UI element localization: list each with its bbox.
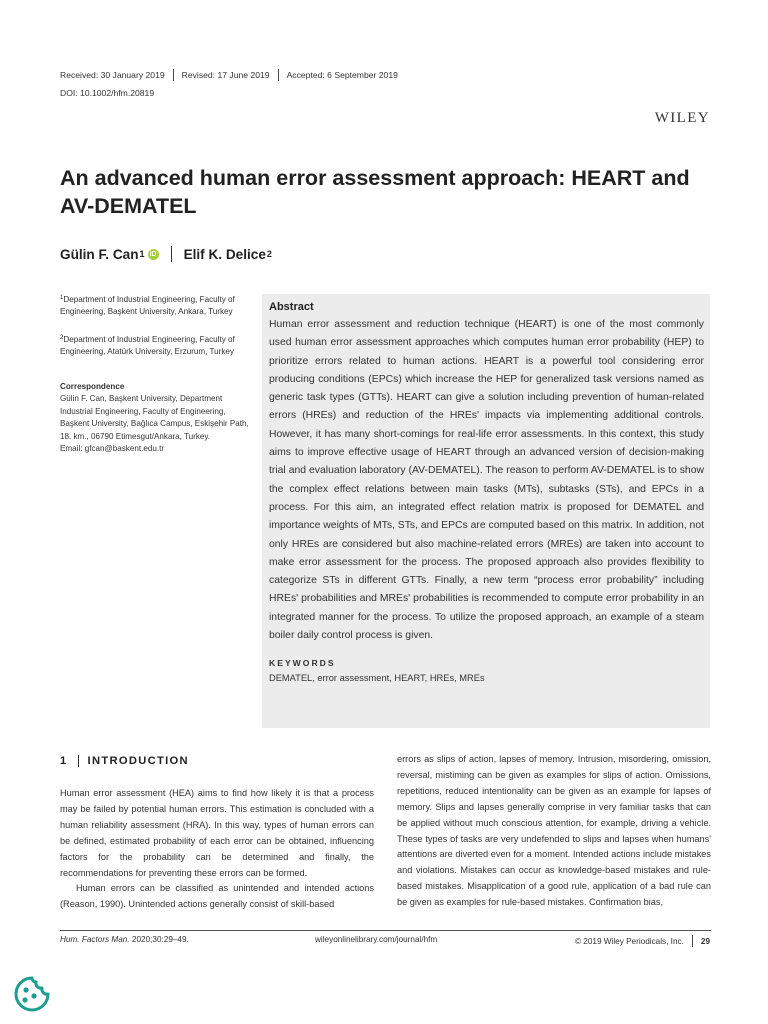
body-column-right	[397, 752, 711, 911]
author-name[interactable]: Gülin F. Can	[60, 246, 139, 262]
affiliation	[60, 292, 255, 319]
journal-volume: 2020;30:29–49.	[131, 935, 189, 944]
affiliation-text: Department of Industrial Engineering, Faculty of Engineering, Başkent University, Ankara, Turkey	[60, 295, 235, 317]
keywords-heading: KEYWORDS	[269, 658, 336, 669]
divider	[173, 69, 174, 81]
footer-rule	[60, 930, 711, 931]
cookie-icon	[12, 974, 52, 1014]
journal-url[interactable]: wileyonlinelibrary.com/journal/hfm	[315, 935, 438, 944]
paragraph: Human errors can be classified as unintended and intended actions (Reason, 1990). Unintended actions generally consist of skill-based	[60, 883, 374, 910]
body-column-left	[60, 786, 374, 913]
article-title: An advanced human error assessment approach: HEART and AV-DEMATEL	[60, 166, 690, 218]
cookie-settings-button[interactable]	[12, 974, 52, 1014]
paragraph: errors as slips of action, lapses of memory. Intrusion, misordering, omission, reversal, mistiming can be given as examples for slips of action. Omissions, repetitions, reduced intentionality can be given as an example for lapses of memory. Slips and lapses generally comprise in very familiar tasks that can be applied without much conscious attention, for example, driving a vehicle. These types of tasks are very undefended to slips and lapses when humans' attentions are diverted even for a moment. Intended actions include mistakes and violations. Mistakes can occur as knowledge-based mistakes and rule-based mistakes. Misapplication of a good rule, application of a bad rule can be given as examples for rule-based mistakes. Confirmation bias,	[397, 754, 711, 908]
affiliation	[60, 332, 255, 359]
section-title: INTRODUCTION	[87, 755, 189, 767]
doi: DOI: 10.1002/hfm.20819	[60, 88, 155, 98]
accepted-date: Accepted: 6 September 2019	[286, 70, 398, 80]
copyright: © 2019 Wiley Periodicals, Inc.	[575, 936, 684, 946]
keywords-list: DEMATEL, error assessment, HEART, HREs, MREs	[269, 673, 485, 684]
received-date: Received: 30 January 2019	[60, 70, 165, 80]
paragraph: Human error assessment (HEA) aims to find how likely it is that a process may be failed by potential human errors. This estimation is concluded with a human reliability assessment (HRA). In this way, types of human errors can be defined, estimated probability of each error can be obtained, influencing factors for the probability can be determined and finally, the recommendations for preventing these errors can be formed.	[60, 788, 374, 878]
divider	[171, 246, 172, 262]
affiliation-number: 1	[60, 295, 64, 301]
page-number: 29	[700, 936, 710, 946]
section-number: 1	[60, 755, 68, 767]
footer-citation	[60, 935, 189, 944]
divider	[692, 935, 693, 947]
orcid-icon[interactable]: iD	[149, 250, 157, 258]
article-dates	[60, 69, 398, 81]
section-heading	[60, 755, 189, 767]
author-list	[60, 246, 272, 262]
author-name[interactable]: Elif K. Delice	[183, 246, 266, 262]
divider	[78, 755, 79, 767]
divider	[278, 69, 279, 81]
affiliation-number: 2	[60, 335, 64, 341]
correspondence-address: Gülin F. Can, Başkent University, Department Industrial Engineering, Faculty of Engineering, Başkent University, Bağlıca Campus, Eskişehir Path, 18. km., 06790 Etimesgut/Ankara, Turkey.	[60, 394, 249, 441]
abstract-heading: Abstract	[269, 301, 314, 313]
publisher-logo: WILEY	[654, 110, 710, 126]
revised-date: Revised: 17 June 2019	[181, 70, 270, 80]
affiliation-marker: 1	[139, 249, 145, 259]
journal-name: Hum. Factors Man.	[60, 935, 130, 944]
footer-right	[575, 935, 710, 947]
correspondence-email[interactable]: Email: gfcan@baskent.edu.tr	[60, 444, 165, 454]
affiliation-text: Department of Industrial Engineering, Faculty of Engineering, Atatürk University, Erzurum, Turkey	[60, 335, 235, 357]
abstract-box	[262, 294, 710, 728]
affiliation-marker: 2	[266, 249, 272, 259]
correspondence-heading: Correspondence	[60, 382, 125, 391]
correspondence	[60, 381, 255, 455]
abstract-text: Human error assessment and reduction technique (HEART) is one of the most commonly used human error assessment approaches which computes human error probability (HEP) to prioritize errors related to human actions. HEART is a powerful tool considering error producing conditions (EPCs) which increase the HEP for generalized task versions named as generic task types (GTTs). HEART can give a solution including prevention of human-related errors (HREs) and reduction of the HREs' impacts via implementing additional controls. However, it has many short-comings for real-life error assessments. In this context, this study aims to improve effective usage of HEART through an advanced version of decision-making trial and evaluation laboratory (AV-DEMATEL). The reason to perform AV-DEMATEL is to show the complex effect relations between main tasks (MTs), subtasks (STs), and EPCs in a process. For this aim, an integrated effect relation matrix is proposed for DEMATEL and importance weights of MTs, STs, and EPCs are computed based on this matrix. In addition, not only HREs are considered but also machine-related errors (MREs) are taken into account to make error assessment for the process. The proposed approach also provides flexibility to categorize STs in different GTTs. Finally, a new term “process error probability” including HREs' probabilities and MREs' probabilities is recommended to compute error probability in an integrated manner for the process. To utilize the proposed approach, an example of a steam boiler daily control process is given.	[269, 319, 704, 642]
